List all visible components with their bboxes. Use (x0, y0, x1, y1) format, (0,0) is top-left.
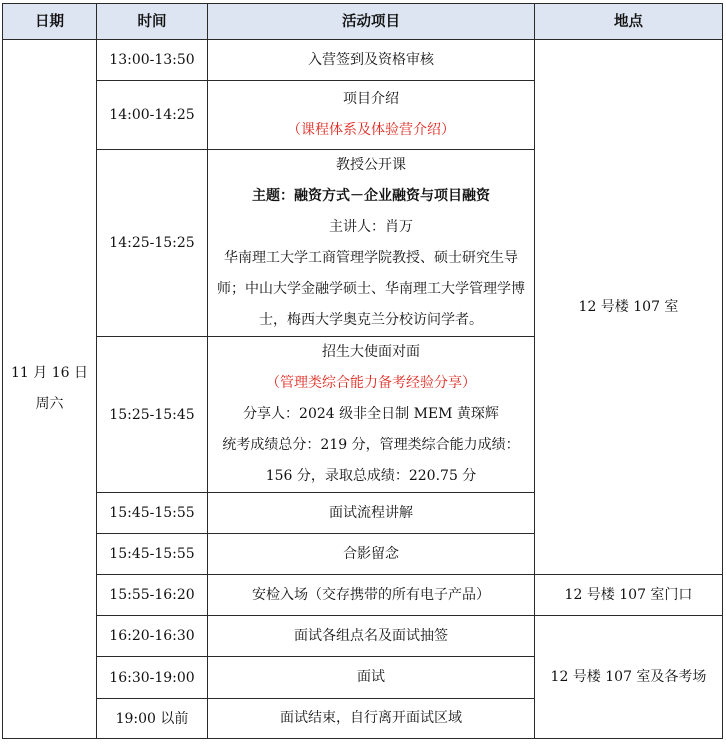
time-cell: 19:00 以前 (97, 699, 208, 739)
activity-text: 面试流程讲解 (329, 504, 413, 521)
activity-text: 招生大使面对面 (322, 344, 420, 360)
table-row (3, 575, 723, 616)
activity-cell (208, 150, 535, 337)
activity-text: 入营签到及资格审核 (308, 51, 434, 68)
time-cell: 15:55-16:20 (97, 575, 208, 616)
time-cell: 16:20-16:30 (97, 616, 208, 657)
location-cell-main: 12 号楼 107 室 (535, 40, 723, 575)
header-row (3, 4, 723, 40)
activity-bio: 华南理工大学工商管理学院教授、硕士研究生导师；中山大学金融学硕士、华南理工大学管理学博士，梅西大学奥克兰分校访问学者。 (217, 250, 525, 328)
activity-speaker: 主讲人：肖万 (329, 219, 413, 235)
schedule-table (2, 3, 723, 739)
activity-cell (208, 337, 535, 493)
time-cell: 16:30-19:00 (97, 657, 208, 699)
time-cell: 14:00-14:25 (97, 81, 208, 150)
activity-topic: 主题：融资方式－企业融资与项目融资 (252, 188, 490, 204)
table-row (3, 616, 723, 657)
activity-text: 项目介绍 (343, 91, 399, 107)
location-cell-interview: 12 号楼 107 室及各考场 (535, 616, 723, 739)
date-day: 11 月 16 日 (11, 365, 88, 381)
activity-score: 统考成绩总分：219 分，管理类综合能力成绩：156 分，录取总成绩：220.75 分 (222, 437, 520, 484)
time-cell: 15:45-15:55 (97, 493, 208, 534)
header-location: 地点 (535, 4, 723, 40)
time-cell: 15:25-15:45 (97, 337, 208, 493)
date-cell (3, 40, 97, 739)
activity-highlight: （管理类综合能力备考经验分享） (266, 375, 476, 391)
activity-cell (208, 699, 535, 739)
activity-text: 教授公开课 (336, 157, 406, 173)
activity-cell (208, 657, 535, 699)
date-weekday: 周六 (35, 396, 64, 412)
time-cell: 14:25-15:25 (97, 150, 208, 337)
activity-text: 安检入场（交存携带的所有电子产品） (252, 586, 490, 603)
activity-cell (208, 40, 535, 81)
activity-cell (208, 493, 535, 534)
header-activity: 活动项目 (208, 4, 535, 40)
activity-cell (208, 616, 535, 657)
header-date: 日期 (3, 4, 97, 40)
activity-cell (208, 534, 535, 575)
time-cell: 13:00-13:50 (97, 40, 208, 81)
activity-text: 面试各组点名及面试抽签 (294, 627, 448, 644)
activity-cell (208, 81, 535, 150)
time-cell: 15:45-15:55 (97, 534, 208, 575)
location-cell-security: 12 号楼 107 室门口 (535, 575, 723, 616)
activity-text: 面试 (357, 669, 385, 685)
header-time: 时间 (97, 4, 208, 40)
activity-text: 合影留念 (343, 545, 399, 562)
activity-text: 面试结束，自行离开面试区域 (280, 710, 462, 726)
activity-speaker: 分享人：2024 级非全日制 MEM 黄琛辉 (243, 406, 499, 422)
activity-highlight: （课程体系及体验营介绍） (287, 122, 455, 138)
table-row (3, 40, 723, 81)
activity-cell (208, 575, 535, 616)
